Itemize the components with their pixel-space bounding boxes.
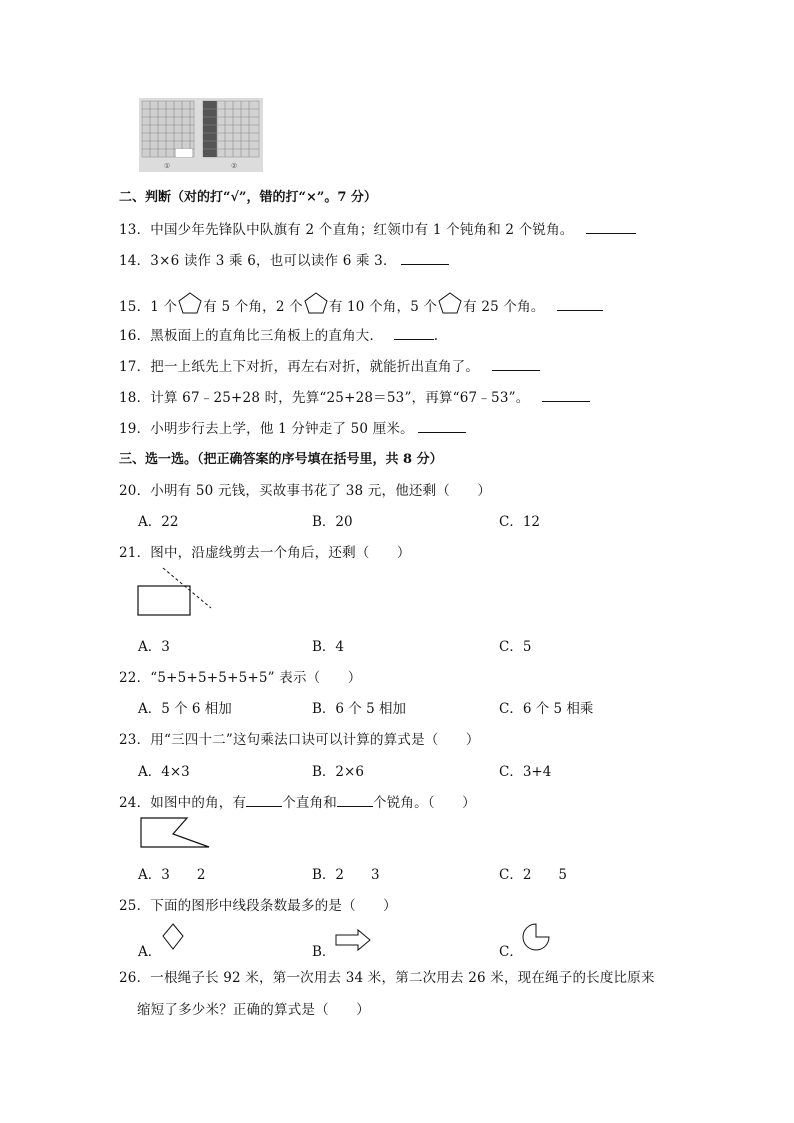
option-a[interactable]: A．5 个 6 相加 bbox=[138, 701, 232, 717]
question-18-text: 18．计算 67﹣25+28 时，先算“25+28＝53”，再算“67﹣53”。 bbox=[119, 390, 530, 406]
question-17-text: 17．把一上纸先上下对折，再左右对折，就能折出直角了。 bbox=[119, 359, 480, 375]
answer-blank[interactable] bbox=[246, 794, 282, 807]
option-a[interactable]: A．3 bbox=[138, 639, 170, 655]
question-22: 22．“5+5+5+5+5+5” 表示（ ） bbox=[119, 670, 362, 686]
answer-blank[interactable] bbox=[418, 420, 466, 433]
question-19 bbox=[119, 417, 466, 437]
answer-blank[interactable] bbox=[586, 221, 636, 234]
pentagon-icon bbox=[437, 291, 463, 315]
question-24 bbox=[119, 791, 476, 811]
question-24-text-2: 个直角和 bbox=[282, 795, 337, 811]
pentagon-icon bbox=[177, 291, 203, 315]
question-15-text-3: 有 10 个角，5 个 bbox=[328, 299, 438, 315]
option-b[interactable]: B．2 3 bbox=[312, 867, 380, 883]
question-15-text-1: 15．1 个 bbox=[119, 299, 178, 315]
question-14 bbox=[119, 249, 449, 269]
question-19-text: 19．小明步行去上学，他 1 分钟走了 50 厘米。 bbox=[119, 421, 414, 437]
question-16-text: 16．黑板面上的直角比三角板上的直角大． bbox=[119, 328, 384, 344]
question-20: 20．小明有 50 元钱，买故事书花了 38 元，他还剩（ ） bbox=[119, 483, 492, 499]
grid-paper-image bbox=[139, 98, 263, 172]
question-24-text-3: 个锐角。（ ） bbox=[373, 795, 476, 811]
photo-label-left: ① bbox=[164, 162, 171, 170]
arrow-shape-icon bbox=[334, 928, 374, 952]
answer-blank[interactable] bbox=[557, 298, 603, 311]
option-c[interactable]: C．6 个 5 相乘 bbox=[499, 701, 594, 717]
option-c[interactable]: C．12 bbox=[499, 514, 541, 530]
question-16 bbox=[119, 324, 438, 344]
option-a[interactable]: A．4×3 bbox=[138, 764, 190, 780]
section3-title: 三、选一选。（把正确答案的序号填在括号里，共 8 分） bbox=[119, 452, 443, 467]
question-13-text: 13．中国少年先锋队中队旗有 2 个直角；红领巾有 1 个钝角和 2 个锐角。 bbox=[119, 222, 574, 238]
pentagon-icon bbox=[303, 291, 329, 315]
section2-title: 二、判断（对的打“√”，错的打“×”。7 分） bbox=[119, 190, 377, 205]
option-c[interactable]: C．2 5 bbox=[499, 867, 568, 883]
option-b[interactable]: B． bbox=[312, 944, 336, 960]
pie-sector-icon bbox=[520, 921, 554, 953]
photo-label-right: ② bbox=[231, 162, 238, 170]
answer-blank[interactable] bbox=[394, 327, 434, 340]
answer-blank[interactable] bbox=[337, 794, 373, 807]
option-a[interactable]: A．3 2 bbox=[138, 867, 206, 883]
option-b[interactable]: B．4 bbox=[312, 639, 345, 655]
option-b[interactable]: B．20 bbox=[312, 514, 353, 530]
option-b[interactable]: B．2×6 bbox=[312, 764, 364, 780]
option-c[interactable]: C．5 bbox=[499, 639, 532, 655]
grid-paper-photo bbox=[139, 98, 263, 172]
answer-blank[interactable] bbox=[542, 389, 590, 402]
rhombus-icon bbox=[160, 922, 186, 952]
question-26-line-2: 缩短了多少米？正确的算式是（ ） bbox=[137, 1002, 370, 1018]
option-a[interactable]: A． bbox=[138, 944, 162, 960]
question-16-end: . bbox=[433, 328, 439, 344]
rectangle-dashed-cut-figure bbox=[135, 566, 215, 618]
question-15-text-4: 有 25 个角。 bbox=[463, 299, 545, 315]
question-25: 25．下面的图形中线段条数最多的是（ ） bbox=[119, 898, 397, 914]
option-c[interactable]: C．3+4 bbox=[499, 764, 552, 780]
option-a[interactable]: A．22 bbox=[138, 514, 179, 530]
option-c[interactable]: C． bbox=[499, 944, 523, 960]
option-b[interactable]: B．6 个 5 相加 bbox=[312, 701, 406, 717]
answer-blank[interactable] bbox=[401, 252, 449, 265]
question-23: 23．用“三四十二”这句乘法口诀可以计算的算式是（ ） bbox=[119, 732, 480, 748]
question-26-line-1: 26．一根绳子长 92 米，第一次用去 34 米，第二次用去 26 米，现在绳子的长度比原来 bbox=[119, 970, 655, 986]
question-14-text: 14．3×6 读作 3 乘 6，也可以读作 6 乘 3． bbox=[119, 253, 397, 269]
angle-shape-figure bbox=[137, 814, 213, 850]
question-21: 21．图中，沿虚线剪去一个角后，还剩（ ） bbox=[119, 545, 411, 561]
question-15 bbox=[119, 291, 603, 315]
question-13 bbox=[119, 218, 636, 238]
question-17 bbox=[119, 355, 540, 375]
question-24-text-1: 24．如图中的角，有 bbox=[119, 795, 247, 811]
answer-blank[interactable] bbox=[492, 358, 540, 371]
question-18 bbox=[119, 386, 590, 406]
question-15-text-2: 有 5 个角，2 个 bbox=[203, 299, 303, 315]
